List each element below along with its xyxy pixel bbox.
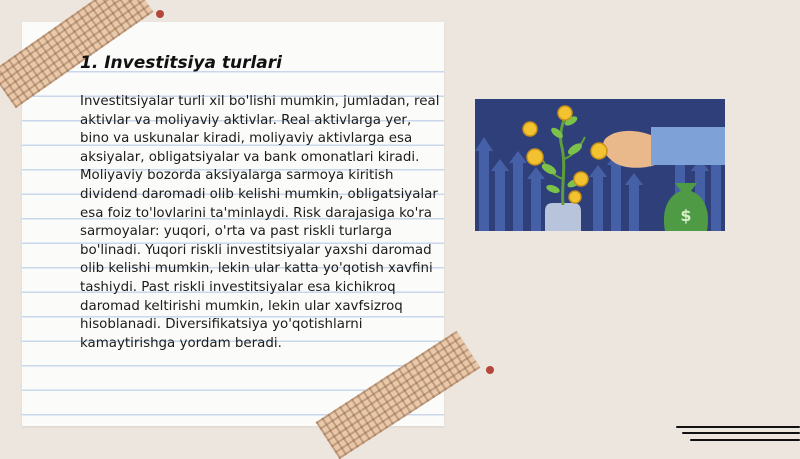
svg-text:$: $ (680, 206, 692, 225)
money-tree-icon (475, 99, 725, 231)
decorative-line-2 (682, 432, 800, 434)
tape-pin-top (156, 10, 164, 18)
slide-heading: 1. Investitsiya turlari (80, 53, 282, 73)
slide-body-text: Investitsiyalar turli xil bo'lishi mumkin, jumladan, real aktivlar va moliyaviy aktivlar. Real aktivlarga yer, bino va uskunalar kiradi, moliyaviy aktivlarga esa aksiyalar, obligatsiyalar va bank omonatlari kiradi. Moliyaviy bozorda aksiyalarga sarmoya kiritish dividend daromadi olib kelishi mumkin, obligatsiyalar esa foiz to'lovlarini ta'minlaydi. Risk darajasiga ko'ra sarmoyalar: yuqori, o'rta va past riskli turlarga bo'linadi. Yuqori riskli investitsiyalar yaxshi daromad olib kelishi mumkin, lekin ular katta yo'qotish xavfini tashiydi. Past riskli investitsiyalar esa kichikroq daromad keltirishi mumkin, lekin ular xavfsizroq hisoblanadi. Diversifikatsiya yo'qotishlarni kamaytirishga yordam beradi. (80, 94, 440, 351)
money-tree-illustration (475, 99, 725, 231)
decorative-line-1 (676, 426, 800, 428)
tape-pin-bottom (486, 366, 494, 374)
decorative-line-3 (690, 439, 800, 441)
